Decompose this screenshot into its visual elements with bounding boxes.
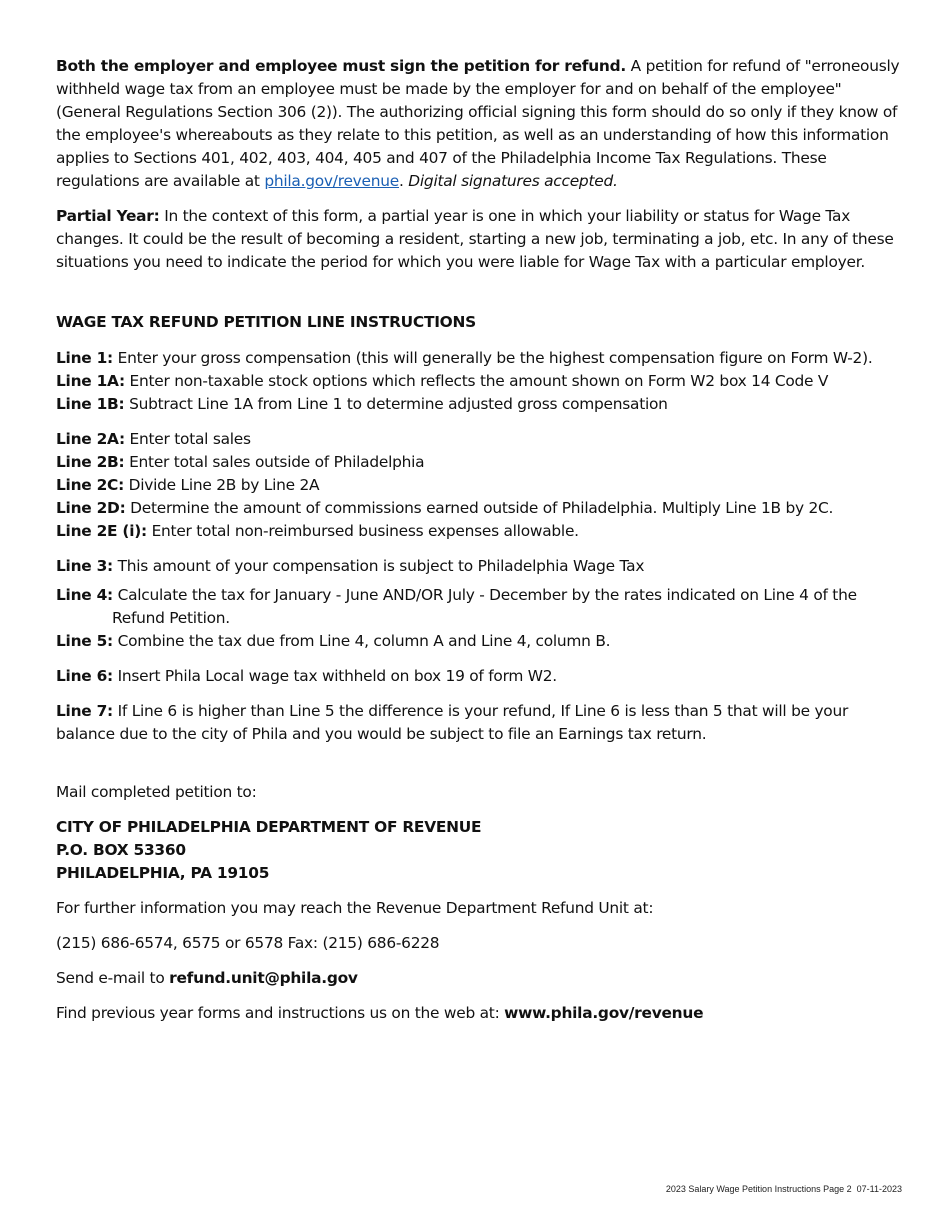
spacer xyxy=(56,746,901,781)
line3-label: Line 3: xyxy=(56,557,113,575)
address-line-3: PHILADELPHIA, PA 19105 xyxy=(56,864,270,882)
email-prefix: Send e-mail to xyxy=(56,969,170,987)
email-line xyxy=(56,967,901,990)
line6-text: Insert Phila Local wage tax withheld on box 19 of form W2. xyxy=(112,667,557,685)
line2b-text: Enter total sales outside of Philadelphia xyxy=(124,453,425,471)
line1b-item xyxy=(56,393,901,416)
line4-text: Calculate the tax for January - June AND/OR July - December by the rates indicated on Line 4 of the xyxy=(112,586,857,604)
line4-5-group xyxy=(56,584,901,653)
line1a-text: Enter non-taxable stock options which reflects the amount shown on Form W2 box 14 Code V xyxy=(124,372,829,390)
line3-item xyxy=(56,555,901,578)
line2d-text: Determine the amount of commissions earned outside of Philadelphia. Multiply Line 1B by 2C. xyxy=(125,499,834,517)
instructions-title: WAGE TAX REFUND PETITION LINE INSTRUCTIONS xyxy=(56,313,476,331)
line5-text: Combine the tax due from Line 4, column A and Line 4, column B. xyxy=(112,632,611,650)
line4-text-continued: Refund Petition. xyxy=(112,609,230,627)
line7-label: Line 7: xyxy=(56,702,113,720)
web-address[interactable]: www.phila.gov/revenue xyxy=(504,1004,704,1022)
signature-paragraph xyxy=(56,55,901,193)
page-footer: 2023 Salary Wage Petition Instructions Page 2 07-11-2023 xyxy=(665,1184,902,1194)
line2c-text: Divide Line 2B by Line 2A xyxy=(124,476,320,494)
revenue-link[interactable]: phila.gov/revenue xyxy=(264,172,399,190)
address-line-2: P.O. BOX 53360 xyxy=(56,841,186,859)
line1-text: Enter your gross compensation (this will generally be the highest compensation figure on Form W-2). xyxy=(112,349,873,367)
line4-label: Line 4: xyxy=(56,586,113,604)
line1-group xyxy=(56,347,901,416)
partial-year-paragraph xyxy=(56,205,901,274)
web-prefix: Find previous year forms and instructions us on the web at: xyxy=(56,1004,505,1022)
line2a-text: Enter total sales xyxy=(124,430,251,448)
line2a-item xyxy=(56,428,901,451)
mail-intro: Mail completed petition to: xyxy=(56,783,257,801)
line2d-item xyxy=(56,497,901,520)
line3-text: This amount of your compensation is subject to Philadelphia Wage Tax xyxy=(112,557,645,575)
phone-numbers: (215) 686-6574, 6575 or 6578 Fax: (215) 686-6228 xyxy=(56,934,440,952)
mailing-address xyxy=(56,816,901,885)
line1a-item xyxy=(56,370,901,393)
line2b-label: Line 2B: xyxy=(56,453,125,471)
line5-item xyxy=(56,630,901,653)
line2e-item xyxy=(56,520,901,543)
after-link-text: . xyxy=(399,172,409,190)
line2c-label: Line 2C: xyxy=(56,476,124,494)
address-line-1: CITY OF PHILADELPHIA DEPARTMENT OF REVENUE xyxy=(56,818,482,836)
line4-item xyxy=(56,584,901,607)
email-address[interactable]: refund.unit@phila.gov xyxy=(169,969,358,987)
line7-item xyxy=(56,700,901,746)
line2e-text: Enter total non-reimbursed business expenses allowable. xyxy=(146,522,579,540)
line6-label: Line 6: xyxy=(56,667,113,685)
document-body xyxy=(56,55,901,1025)
line1-item xyxy=(56,347,901,370)
line2e-label: Line 2E (i): xyxy=(56,522,147,540)
line1b-text: Subtract Line 1A from Line 1 to determine adjusted gross compensation xyxy=(124,395,668,413)
partial-year-heading: Partial Year: xyxy=(56,207,160,225)
line2b-item xyxy=(56,451,901,474)
line1a-label: Line 1A: xyxy=(56,372,125,390)
line2-group xyxy=(56,428,901,543)
web-line xyxy=(56,1002,901,1025)
signature-heading: Both the employer and employee must sign the petition for refund. xyxy=(56,57,626,75)
spacer xyxy=(56,274,901,311)
signature-text: A petition for refund of "erroneously withheld wage tax from an employee must be made by the employer for and on behalf of the employee" (General Regulations Section 306 (2)). The authorizing official signing this form should do so only if they know of the employee's whereabouts as they relate to this petition, as well as an understanding of how this information applies to Sections 401, 402, 403, 404, 405 and 407 of the Philadelphia Income Tax Regulations. These regulations are available at xyxy=(56,57,900,190)
partial-year-text: In the context of this form, a partial year is one in which your liability or status for Wage Tax changes. It could be the result of becoming a resident, starting a new job, terminating a job, etc. In any of these situations you need to indicate the period for which you were liable for Wage Tax with a particular employer. xyxy=(56,207,894,271)
further-info: For further information you may reach the Revenue Department Refund Unit at: xyxy=(56,899,654,917)
line1b-label: Line 1B: xyxy=(56,395,125,413)
line1-label: Line 1: xyxy=(56,349,113,367)
line2d-label: Line 2D: xyxy=(56,499,126,517)
line7-text: If Line 6 is higher than Line 5 the difference is your refund, If Line 6 is less than 5 that will be your balance due to the city of Phila and you would be subject to file an Earnings tax return. xyxy=(56,702,849,743)
line5-label: Line 5: xyxy=(56,632,113,650)
line2a-label: Line 2A: xyxy=(56,430,125,448)
digital-signature-note: Digital signatures accepted. xyxy=(408,172,618,190)
line6-item xyxy=(56,665,901,688)
line2c-item xyxy=(56,474,901,497)
